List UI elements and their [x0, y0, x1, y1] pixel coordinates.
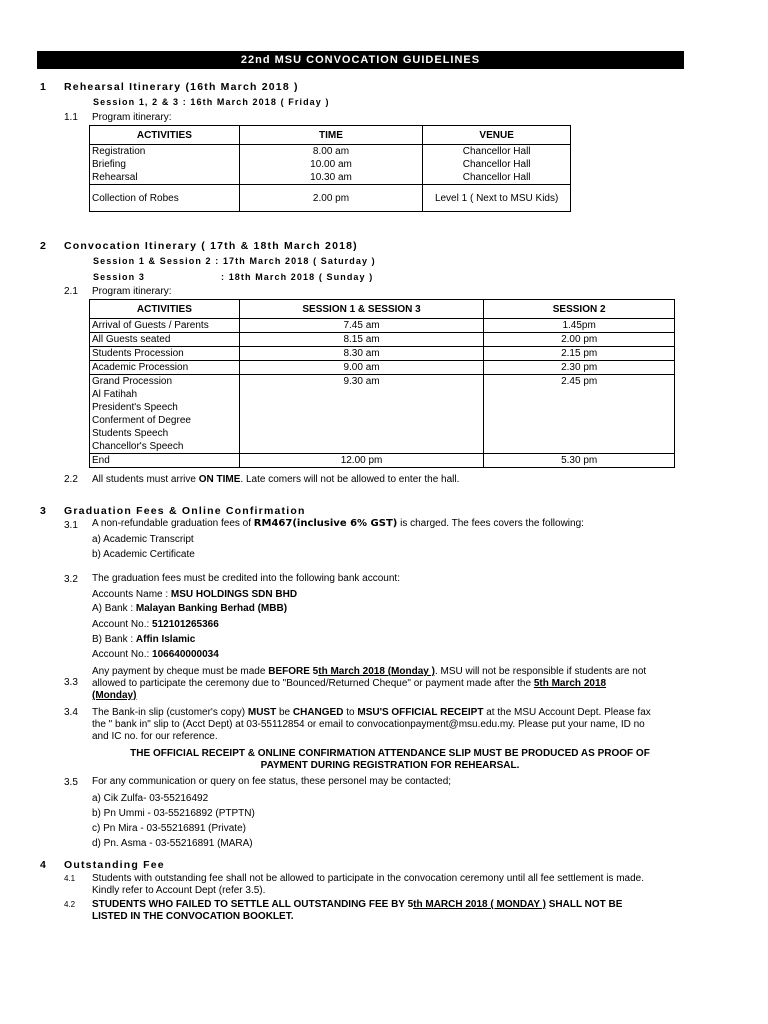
section-2-session-a: Session 1 & Session 2 : 17th March 2018 ( Saturday ) [93, 256, 376, 266]
section-2-1-number: 2.1 [64, 286, 78, 297]
table-cell: Academic Procession [90, 361, 240, 375]
bank-b: B) Bank : Affin Islamic [92, 634, 196, 645]
table-cell: Chancellor Hall [423, 145, 571, 159]
section-3-2-number: 3.2 [64, 574, 78, 585]
table-cell: Level 1 ( Next to MSU Kids) [423, 185, 571, 212]
table-cell [484, 440, 675, 454]
section-3-4-line3: and IC no. for our reference. [92, 731, 218, 742]
table-row [90, 375, 675, 389]
table-header: TIME [239, 126, 423, 145]
table-cell: 12.00 pm [239, 454, 484, 468]
table-cell [484, 388, 675, 401]
table-row [90, 361, 675, 375]
table-cell [239, 427, 484, 440]
table-cell: 9.00 am [239, 361, 484, 375]
notice-line-1: THE OFFICIAL RECEIPT & ONLINE CONFIRMATION ATTENDANCE SLIP MUST BE PRODUCED AS PROOF OF [130, 748, 650, 759]
contact-item: a) Cik Zulfa- 03-55216492 [92, 793, 209, 804]
table-cell: 10.00 am [239, 158, 423, 171]
section-2-1-label: Program itinerary: [92, 286, 172, 297]
rehearsal-table [89, 125, 571, 212]
table-row [90, 414, 675, 427]
section-3-2-text: The graduation fees must be credited into the following bank account: [92, 573, 400, 584]
section-3-4-line2: the " bank in" slip to (Acct Dept) at 03-55112854 or email to convocationpayment@msu.edu.my. Please put your name, ID no [92, 719, 645, 730]
table-cell: 2.15 pm [484, 347, 675, 361]
table-cell: Collection of Robes [90, 185, 240, 212]
table-cell: 8.15 am [239, 333, 484, 347]
table-cell: End [90, 454, 240, 468]
table-cell [239, 388, 484, 401]
section-1-heading: Rehearsal Itinerary (16th March 2018 ) [64, 81, 299, 93]
contact-item: d) Pn. Asma - 03-55216891 (MARA) [92, 838, 253, 849]
table-row [90, 388, 675, 401]
section-2-2-number: 2.2 [64, 474, 78, 485]
table-cell: 2.00 pm [484, 333, 675, 347]
table-cell: 5.30 pm [484, 454, 675, 468]
table-cell: Rehearsal [90, 171, 240, 185]
section-2-session-b-date: : 18th March 2018 ( Sunday ) [221, 272, 374, 282]
table-cell [239, 414, 484, 427]
section-4-2-line1: STUDENTS WHO FAILED TO SETTLE ALL OUTSTANDING FEE BY 5th MARCH 2018 ( MONDAY ) SHALL NOT BE [92, 899, 623, 910]
section-3-1-number: 3.1 [64, 520, 78, 531]
table-cell: All Guests seated [90, 333, 240, 347]
table-cell: 7.45 am [239, 319, 484, 333]
table-cell: Chancellor's Speech [90, 440, 240, 454]
table-cell [239, 401, 484, 414]
table-cell: Briefing [90, 158, 240, 171]
section-3-heading: Graduation Fees & Online Confirmation [64, 505, 306, 517]
section-1-1-number: 1.1 [64, 112, 78, 123]
table-header: SESSION 1 & SESSION 3 [239, 300, 484, 319]
table-cell [484, 427, 675, 440]
section-1-session: Session 1, 2 & 3 : 16th March 2018 ( Friday ) [93, 97, 330, 107]
table-cell: 2.00 pm [239, 185, 423, 212]
section-2-session-b-label: Session 3 [93, 272, 145, 282]
bank-a: A) Bank : Malayan Banking Berhad (MBB) [92, 603, 288, 614]
section-2-number: 2 [40, 240, 48, 252]
section-3-5-text: For any communication or query on fee status, these personel may be contacted; [92, 776, 452, 787]
section-3-3-line2: allowed to participate the ceremony due to "Bounced/Returned Cheque" or payment made after the 5th March 2018 [92, 678, 607, 689]
section-4-1-line1: Students with outstanding fee shall not be allowed to participate in the convocation ceremony until all fee settlement is made. [92, 873, 644, 884]
table-cell: Chancellor Hall [423, 171, 571, 185]
section-3-3-line1: Any payment by cheque must be made BEFORE 5th March 2018 (Monday ). MSU will not be responsible if students are not [92, 666, 647, 677]
contact-item: b) Pn Ummi - 03-55216892 (PTPTN) [92, 808, 255, 819]
table-row [90, 158, 571, 171]
list-item: a) Academic Transcript [92, 534, 194, 545]
account-b: Account No.: 106640000034 [92, 649, 219, 660]
table-cell: 9.30 am [239, 375, 484, 389]
table-row [90, 427, 675, 440]
account-name: Accounts Name : MSU HOLDINGS SDN BHD [92, 589, 298, 600]
table-cell: 2.45 pm [484, 375, 675, 389]
section-3-3-number: 3.3 [64, 677, 78, 688]
table-row [90, 185, 571, 212]
section-3-1-text: A non-refundable graduation fees of RM467(inclusive 6% GST) is charged. The fees covers the following: [92, 518, 584, 529]
table-cell: Grand Procession [90, 375, 240, 389]
section-3-5-number: 3.5 [64, 777, 78, 788]
table-cell: 8.00 am [239, 145, 423, 159]
table-cell: President's Speech [90, 401, 240, 414]
table-header: ACTIVITIES [90, 300, 240, 319]
table-cell: Arrival of Guests / Parents [90, 319, 240, 333]
table-row [90, 171, 571, 185]
table-cell: Al Fatihah [90, 388, 240, 401]
section-4-2-line2: LISTED IN THE CONVOCATION BOOKLET. [92, 911, 294, 922]
table-header: VENUE [423, 126, 571, 145]
table-header: ACTIVITIES [90, 126, 240, 145]
table-cell [239, 440, 484, 454]
section-4-1-line2: Kindly refer to Account Dept (refer 3.5). [92, 885, 266, 896]
convocation-table [89, 299, 675, 468]
table-row [90, 454, 675, 468]
list-item: b) Academic Certificate [92, 549, 195, 560]
section-4-number: 4 [40, 859, 48, 871]
table-row [90, 145, 571, 159]
page-title: 22nd MSU CONVOCATION GUIDELINES [37, 51, 684, 69]
table-row [90, 347, 675, 361]
section-1-1-label: Program itinerary: [92, 112, 172, 123]
table-cell: Chancellor Hall [423, 158, 571, 171]
section-3-4-line1: The Bank-in slip (customer's copy) MUST be CHANGED to MSU'S OFFICIAL RECEIPT at the MSU Account Dept. Please fax [92, 707, 651, 718]
table-header: SESSION 2 [484, 300, 675, 319]
table-cell [484, 414, 675, 427]
table-cell: Students Procession [90, 347, 240, 361]
table-cell: Students Speech [90, 427, 240, 440]
section-2-heading: Convocation Itinerary ( 17th & 18th March 2018) [64, 240, 358, 252]
section-1-number: 1 [40, 81, 48, 93]
table-row [90, 319, 675, 333]
table-cell: 1.45pm [484, 319, 675, 333]
table-cell: Registration [90, 145, 240, 159]
table-cell: 2.30 pm [484, 361, 675, 375]
section-4-1-number: 4.1 [64, 874, 76, 883]
table-row [90, 440, 675, 454]
contact-item: c) Pn Mira - 03-55216891 (Private) [92, 823, 246, 834]
section-4-2-number: 4.2 [64, 900, 76, 909]
table-cell: Conferment of Degree [90, 414, 240, 427]
table-cell: 10.30 am [239, 171, 423, 185]
table-cell: 8.30 am [239, 347, 484, 361]
section-3-4-number: 3.4 [64, 707, 78, 718]
table-row [90, 333, 675, 347]
notice-line-2: PAYMENT DURING REGISTRATION FOR REHEARSAL. [260, 760, 520, 771]
table-cell [484, 401, 675, 414]
section-2-2-text: All students must arrive ON TIME. Late comers will not be allowed to enter the hall. [92, 474, 460, 485]
section-3-3-line3: (Monday) [92, 690, 137, 701]
section-3-number: 3 [40, 505, 48, 517]
table-row [90, 401, 675, 414]
account-a: Account No.: 512101265366 [92, 619, 219, 630]
section-4-heading: Outstanding Fee [64, 859, 165, 871]
